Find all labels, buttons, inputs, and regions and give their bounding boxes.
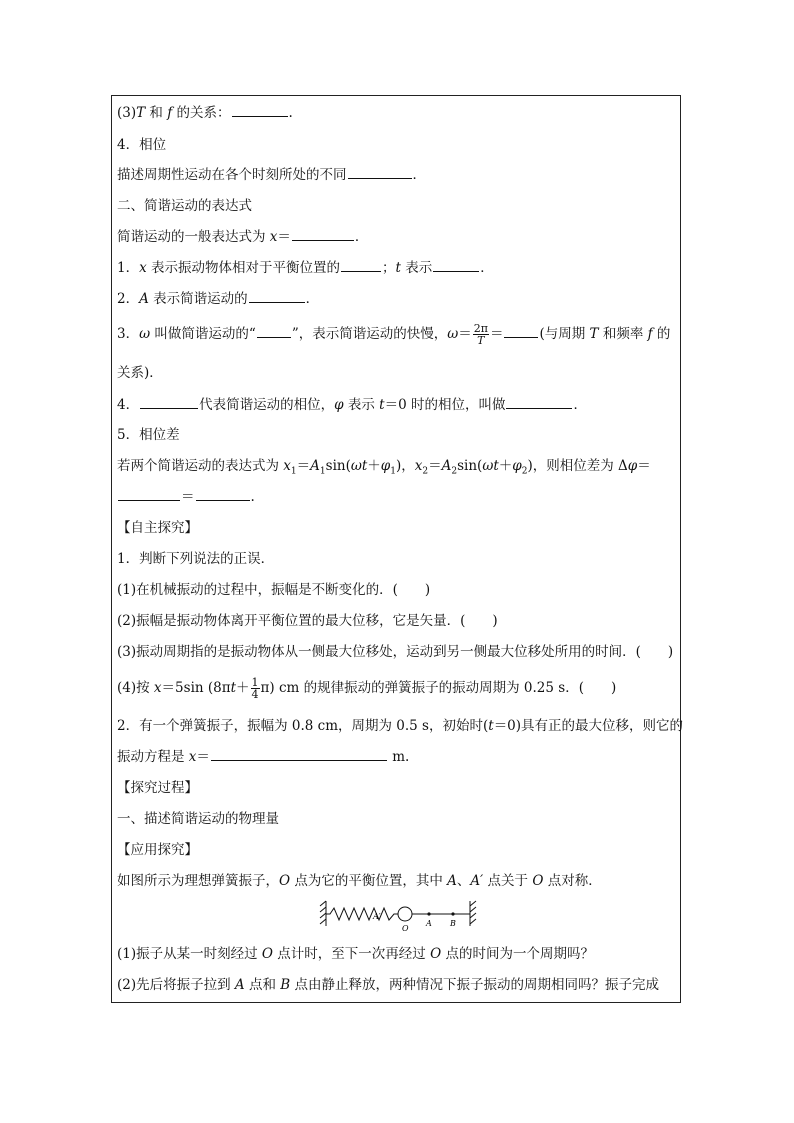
label-a: A <box>426 919 432 928</box>
line-general-expression: 简谐运动的一般表达式为 x＝ ． <box>117 229 369 245</box>
line-spring-question: 2．有一个弹簧振子，振幅为 0.8 cm，周期为 0.5 s，初始时(t＝0)具有正的最大位移，则它的 <box>117 718 684 734</box>
blank[interactable] <box>140 396 198 409</box>
spring-oscillator-figure <box>318 898 478 934</box>
spring <box>326 908 398 920</box>
heading-application: 【应用探究】 <box>117 842 198 858</box>
line-figure-intro: 如图所示为理想弹簧振子，O 点为它的平衡位置，其中 A、A′ 点关于 O 点对称． <box>117 873 602 889</box>
point-a-dot <box>427 912 430 915</box>
blank[interactable] <box>249 290 305 303</box>
line-question-1: (1)振子从某一时刻经过 O 点计时，至下一次再经过 O 点的时间为一个周期吗？ <box>117 946 594 962</box>
heading-self-study: 【自主探究】 <box>117 520 198 536</box>
point-b-dot <box>451 912 454 915</box>
section-heading-quantities: 一、描述简谐运动的物理量 <box>117 811 279 827</box>
line-judge-2: (2)振幅是振动物体离开平衡位置的最大位移，它是矢量．( ) <box>117 613 498 629</box>
heading-inquiry-process: 【探究过程】 <box>117 780 198 796</box>
blank[interactable] <box>211 748 387 761</box>
line-phase-desc: 描述周期性运动在各个时刻所处的不同 ． <box>117 167 426 183</box>
line-phase-difference-blanks: ＝ . <box>117 488 255 506</box>
line-judge-3: (3)振动周期指的是振动物体从一侧最大位移处，运动到另一侧最大位移处所用的时间．( ) <box>117 644 674 660</box>
line-omega-meaning: 3．ω 叫做简谐运动的“ ”，表示简谐运动的快慢，ω＝ $\frac{2\pi}{T}$ ＝ (与周期 T 和频率 f 的 <box>117 322 671 347</box>
line-t-f-relation: (3)T 和 f 的关系： . <box>117 105 293 121</box>
blank[interactable] <box>118 488 180 501</box>
line-x-meaning: 1．x 表示振动物体相对于平衡位置的 ；t 表示 ． <box>117 260 494 276</box>
line-judge-1: (1)在机械振动的过程中，振幅是不断变化的．( ) <box>117 582 431 598</box>
line-question-2: (2)先后将振子拉到 A 点和 B 点由静止释放，两种情况下振子振动的周期相同吗？振子完成 <box>117 977 659 993</box>
line-a-meaning: 2．A 表示简谐运动的 ． <box>117 291 320 307</box>
line-relation: 关系)． <box>117 365 163 381</box>
blank[interactable] <box>506 396 572 409</box>
fraction-one-quarter: $\frac{1}{4}$ <box>251 676 259 701</box>
blank[interactable] <box>348 166 412 179</box>
label-a-prime: A′ <box>373 912 381 921</box>
fraction-2pi-over-t: $\frac{2\pi}{T}$ <box>473 322 488 347</box>
blank[interactable] <box>232 104 288 117</box>
line-judge-4: (4)按 x＝5sin (8πt＋ $\frac{1}{4}$ π) cm 的规律振动的弹簧振子的振动周期为 0.25 s．( ) <box>117 676 617 701</box>
blank[interactable] <box>341 259 381 272</box>
line-phase-meaning: 4． 代表简谐运动的相位，φ 表示 t＝0 时的相位，叫做 ． <box>117 397 587 413</box>
blank[interactable] <box>433 259 479 272</box>
line-judge: 1．判断下列说法的正误． <box>117 551 275 567</box>
label-b: B <box>450 919 456 928</box>
heading-phase: 4．相位 <box>117 137 167 153</box>
heading-phase-difference: 5．相位差 <box>117 427 180 443</box>
blank[interactable] <box>504 325 538 338</box>
blank[interactable] <box>292 228 354 241</box>
label-o: O <box>402 924 409 933</box>
section-heading-expression: 二、简谐运动的表达式 <box>117 198 252 214</box>
line-spring-equation: 振动方程是 x＝ m. <box>117 749 410 765</box>
line-phase-difference: 若两个简谐运动的表达式为 $x_1=A_1\sin(\omega t+\varphi_1)$，$x_2=A_2\sin(\omega t+\varphi_2)$，则相位差为 Δφ＝ <box>117 458 651 477</box>
oscillator-ball <box>398 907 412 921</box>
blank[interactable] <box>257 325 291 338</box>
blank[interactable] <box>196 488 250 501</box>
